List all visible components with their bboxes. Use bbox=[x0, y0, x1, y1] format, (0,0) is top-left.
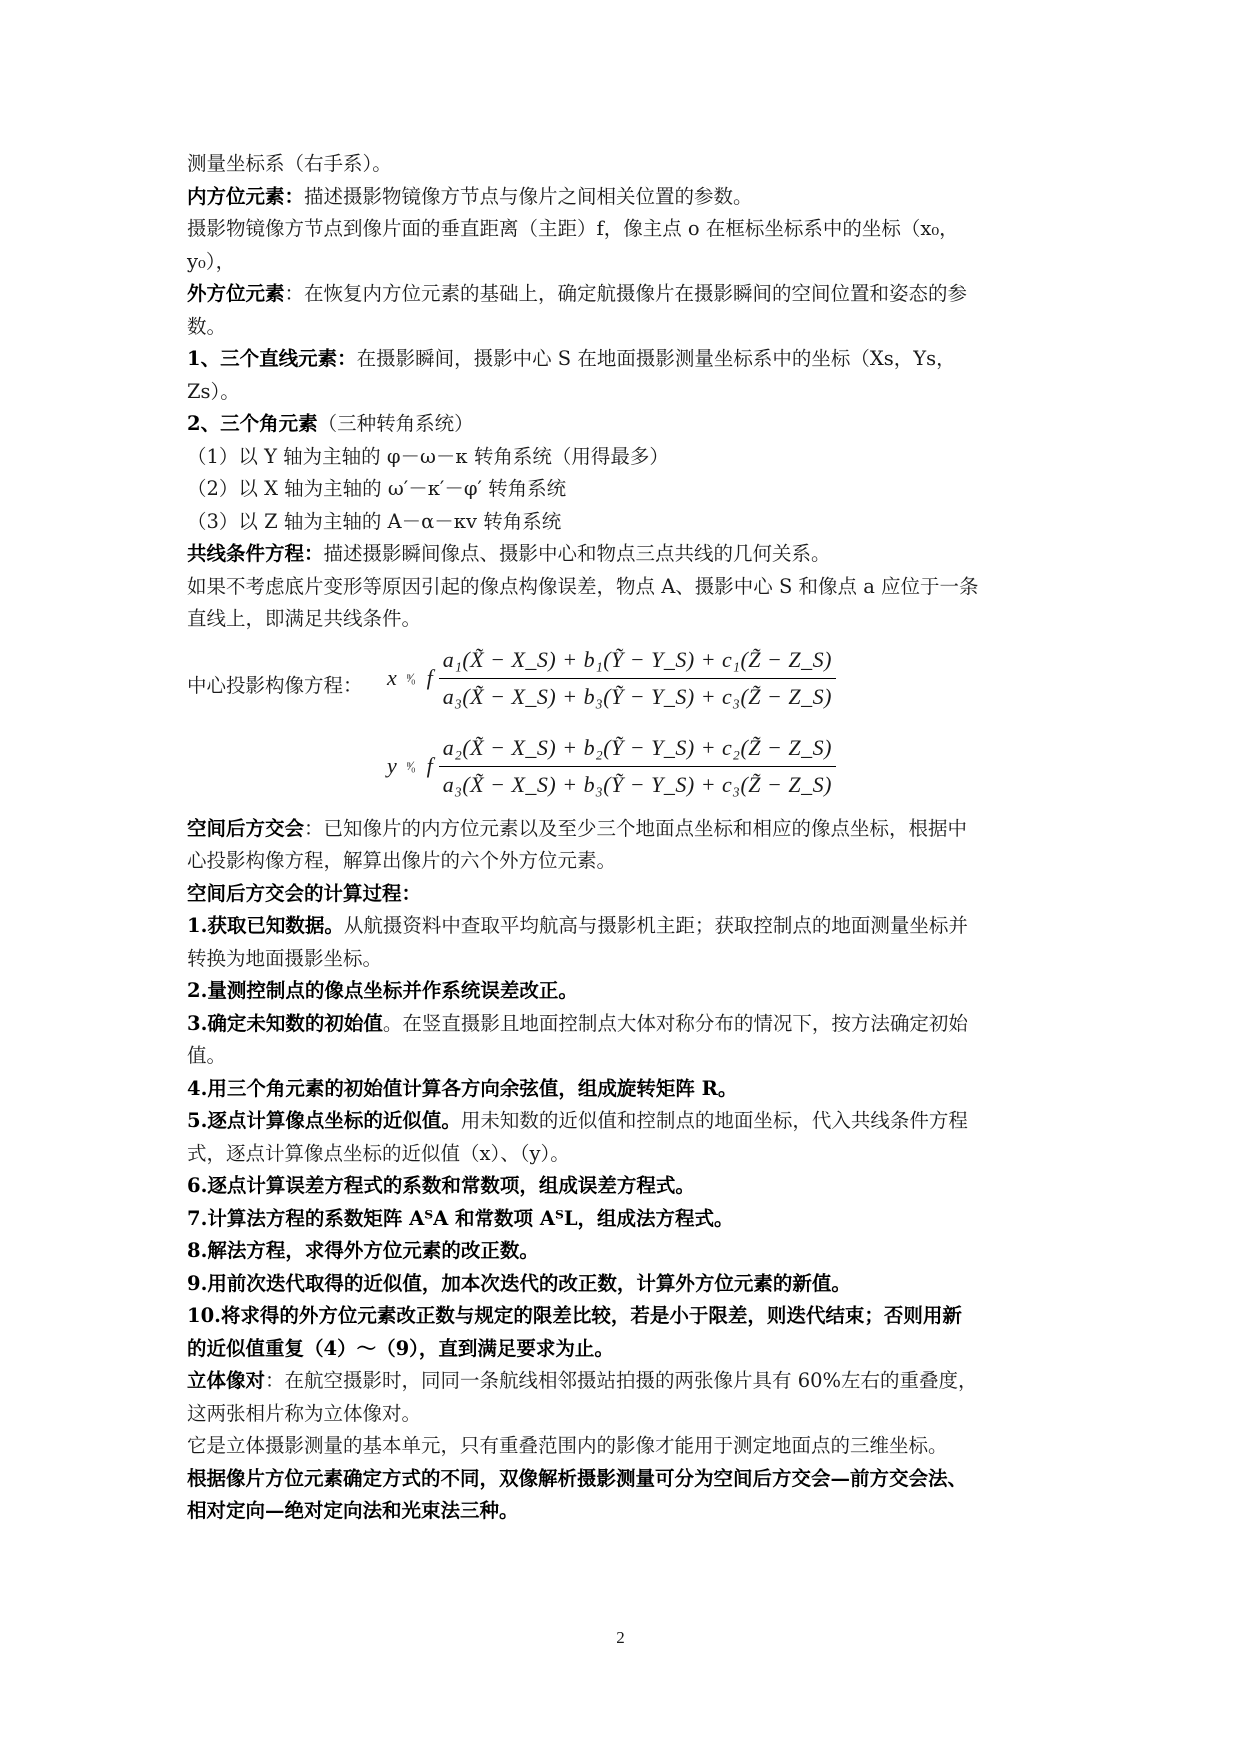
text-line bbox=[187, 148, 1067, 181]
equation-y bbox=[387, 732, 836, 802]
equation-factor: f bbox=[426, 753, 433, 779]
list-item bbox=[187, 506, 1067, 539]
list-item bbox=[187, 441, 1067, 474]
list-item bbox=[187, 473, 1067, 506]
term-heading: 共线条件方程： bbox=[187, 542, 324, 565]
section-heading bbox=[187, 878, 1067, 911]
term-heading: 内方位元素： bbox=[187, 184, 305, 208]
term-heading: 立体像对 bbox=[187, 1369, 266, 1392]
definition-collinearity bbox=[187, 538, 1067, 571]
fraction-numerator: a₂(X̃ − X_S) + b₂(Ỹ − Y_S) + c₂(Z̃ − Z_S) bbox=[439, 732, 836, 768]
step-text: 用未知数的近似值和控制点的地面坐标，代入共线条件方程 bbox=[460, 1109, 968, 1132]
fraction-denominator: a₃(X̃ − X_S) + b₃(Ỹ − Y_S) + c₃(Z̃ − Z_S) bbox=[442, 684, 832, 709]
fraction-denominator: a₃(X̃ − X_S) + b₃(Ỹ − Y_S) + c₃(Z̃ − Z_S) bbox=[442, 772, 832, 797]
line-text: （3）以 Z 轴为主轴的 A－α－κv 转角系统 bbox=[187, 509, 562, 533]
step-heading: 5.逐点计算像点坐标的近似值。 bbox=[187, 1109, 461, 1132]
line-text: Zs）。 bbox=[187, 379, 240, 403]
term-text: （三种转角系统） bbox=[317, 412, 474, 435]
line-text: 如果不考虑底片变形等原因引起的像点构像误差，物点 A、摄影中心 S 和像点 a 应位于一条 bbox=[187, 574, 979, 598]
step-item bbox=[187, 975, 1067, 1008]
term-text: ：已知像片的内方位元素以及至少三个地面点坐标和相应的像点坐标，根据中 bbox=[304, 816, 968, 840]
linear-elements bbox=[187, 343, 1067, 376]
equation-sign: ⁿ⁄₀ bbox=[406, 758, 415, 774]
definition-inner-orientation bbox=[187, 181, 1067, 214]
term-text: ：在航空摄影时，同同一条航线相邻摄站拍摄的两张像片具有 60%左右的重叠度， bbox=[265, 1369, 978, 1392]
text-line bbox=[187, 943, 1067, 976]
term-text: ：在恢复内方位元素的基础上，确定航摄像片在摄影瞬间的空间位置和姿态的参 bbox=[284, 282, 968, 305]
text-line bbox=[187, 603, 1067, 636]
line-text: 直线上，即满足共线条件。 bbox=[187, 607, 422, 630]
line-text: （2）以 X 轴为主轴的 ω′－κ′－φ′ 转角系统 bbox=[187, 477, 567, 500]
term-heading: 2、三个角元素 bbox=[187, 412, 318, 435]
line-text: 数。 bbox=[187, 314, 227, 338]
step-item bbox=[187, 1268, 1067, 1301]
step-item bbox=[187, 910, 1067, 943]
line-text: 摄影物镜像方节点到像片面的垂直距离（主距）f，像主点 o 在框标坐标系中的坐标（x₀， bbox=[187, 217, 959, 240]
step-heading: 8.解法方程，求得外方位元素的改正数。 bbox=[187, 1239, 539, 1262]
text-line bbox=[187, 246, 1067, 279]
text-line bbox=[187, 845, 1067, 878]
line-text: 值。 bbox=[187, 1044, 227, 1067]
step-item bbox=[187, 1008, 1067, 1041]
definition-stereo-pair bbox=[187, 1365, 1067, 1398]
line-text: 心投影构像方程，解算出像片的六个外方位元素。 bbox=[187, 849, 617, 872]
summary-line bbox=[187, 1495, 1067, 1528]
text-line bbox=[187, 311, 1067, 344]
step-item bbox=[187, 1300, 1067, 1333]
step-item bbox=[187, 1235, 1067, 1268]
step-heading: 10.将求得的外方位元素改正数与规定的限差比较，若是小于限差，则迭代结束；否则用新 bbox=[187, 1304, 962, 1327]
line-text: y₀）， bbox=[187, 249, 236, 273]
line-text: 测量坐标系（右手系）。 bbox=[187, 152, 392, 175]
text-line bbox=[187, 1430, 1067, 1463]
line-text: 式，逐点计算像点坐标的近似值（x）、（y）。 bbox=[187, 1141, 570, 1165]
equation-lhs: y bbox=[387, 753, 397, 779]
equation-fraction bbox=[439, 644, 836, 714]
summary-line bbox=[187, 1463, 1067, 1496]
step-heading: 6.逐点计算误差方程式的系数和常数项，组成误差方程式。 bbox=[187, 1174, 695, 1197]
term-heading: 1、三个直线元素： bbox=[187, 347, 357, 370]
step-item bbox=[187, 1203, 1067, 1236]
text-line bbox=[187, 571, 1067, 604]
step-item bbox=[187, 1105, 1067, 1138]
step-heading: 4.用三个角元素的初始值计算各方向余弦值，组成旋转矩阵 R。 bbox=[187, 1076, 738, 1100]
text-line bbox=[187, 376, 1067, 409]
equation-lhs: x bbox=[387, 665, 397, 691]
definition-outer-orientation bbox=[187, 278, 1067, 311]
step-heading: 1.获取已知数据。 bbox=[187, 914, 344, 937]
step-text: 。在竖直摄影且地面控制点大体对称分布的情况下，按方法确定初始 bbox=[382, 1011, 968, 1035]
term-text: 描述摄影物镜像方节点与像片之间相关位置的参数。 bbox=[304, 184, 753, 208]
equation-factor: f bbox=[426, 665, 433, 691]
text-line bbox=[187, 1398, 1067, 1431]
step-heading: 9.用前次迭代取得的近似值，加本次迭代的改正数，计算外方位元素的新值。 bbox=[187, 1271, 851, 1295]
equation-x bbox=[387, 644, 836, 714]
page-number: 2 bbox=[616, 1628, 625, 1647]
collinearity-equations bbox=[187, 644, 1067, 809]
step-heading: 7.计算法方程的系数矩阵 AᵀA 和常数项 AᵀL，组成法方程式。 bbox=[187, 1206, 734, 1230]
step-heading: 3.确定未知数的初始值 bbox=[187, 1011, 383, 1035]
term-text: 在摄影瞬间，摄影中心 S 在地面摄影测量坐标系中的坐标（Xs，Ys， bbox=[356, 347, 956, 370]
step-item bbox=[187, 1073, 1067, 1106]
summary-text: 根据像片方位元素确定方式的不同，双像解析摄影测量可分为空间后方交会—前方交会法、 bbox=[187, 1466, 968, 1490]
text-line bbox=[187, 1138, 1067, 1171]
line-text: （1）以 Y 轴为主轴的 φ－ω－κ 转角系统（用得最多） bbox=[187, 444, 669, 468]
line-text: 它是立体摄影测量的基本单元，只有重叠范围内的影像才能用于测定地面点的三维坐标。 bbox=[187, 1434, 948, 1457]
equation-sign: ⁿ⁄₀ bbox=[406, 670, 415, 686]
definition-resection bbox=[187, 813, 1067, 846]
summary-text: 相对定向—绝对定向法和光束法三种。 bbox=[187, 1499, 519, 1522]
term-heading: 外方位元素 bbox=[187, 282, 285, 305]
page-body bbox=[187, 148, 1067, 1528]
formula-label: 中心投影构像方程： bbox=[187, 673, 363, 697]
text-line bbox=[187, 1040, 1067, 1073]
text-line bbox=[187, 1333, 1067, 1366]
step-heading: 的近似值重复（4）～（9），直到满足要求为止。 bbox=[187, 1336, 614, 1360]
equation-fraction bbox=[439, 732, 836, 802]
line-text: 这两张相片称为立体像对。 bbox=[187, 1401, 422, 1425]
text-line bbox=[187, 213, 1067, 246]
angular-elements bbox=[187, 408, 1067, 441]
step-text: 从航摄资料中查取平均航高与摄影机主距；获取控制点的地面测量坐标并 bbox=[343, 914, 968, 937]
line-text: 转换为地面摄影坐标。 bbox=[187, 946, 383, 970]
term-heading: 空间后方交会 bbox=[187, 816, 305, 840]
fraction-numerator: a₁(X̃ − X_S) + b₁(Ỹ − Y_S) + c₁(Z̃ − Z_S) bbox=[439, 644, 836, 680]
heading-text: 空间后方交会的计算过程： bbox=[187, 881, 422, 905]
step-heading: 2.量测控制点的像点坐标并作系统误差改正。 bbox=[187, 979, 578, 1002]
step-item bbox=[187, 1170, 1067, 1203]
term-text: 描述摄影瞬间像点、摄影中心和物点三点共线的几何关系。 bbox=[323, 542, 831, 565]
